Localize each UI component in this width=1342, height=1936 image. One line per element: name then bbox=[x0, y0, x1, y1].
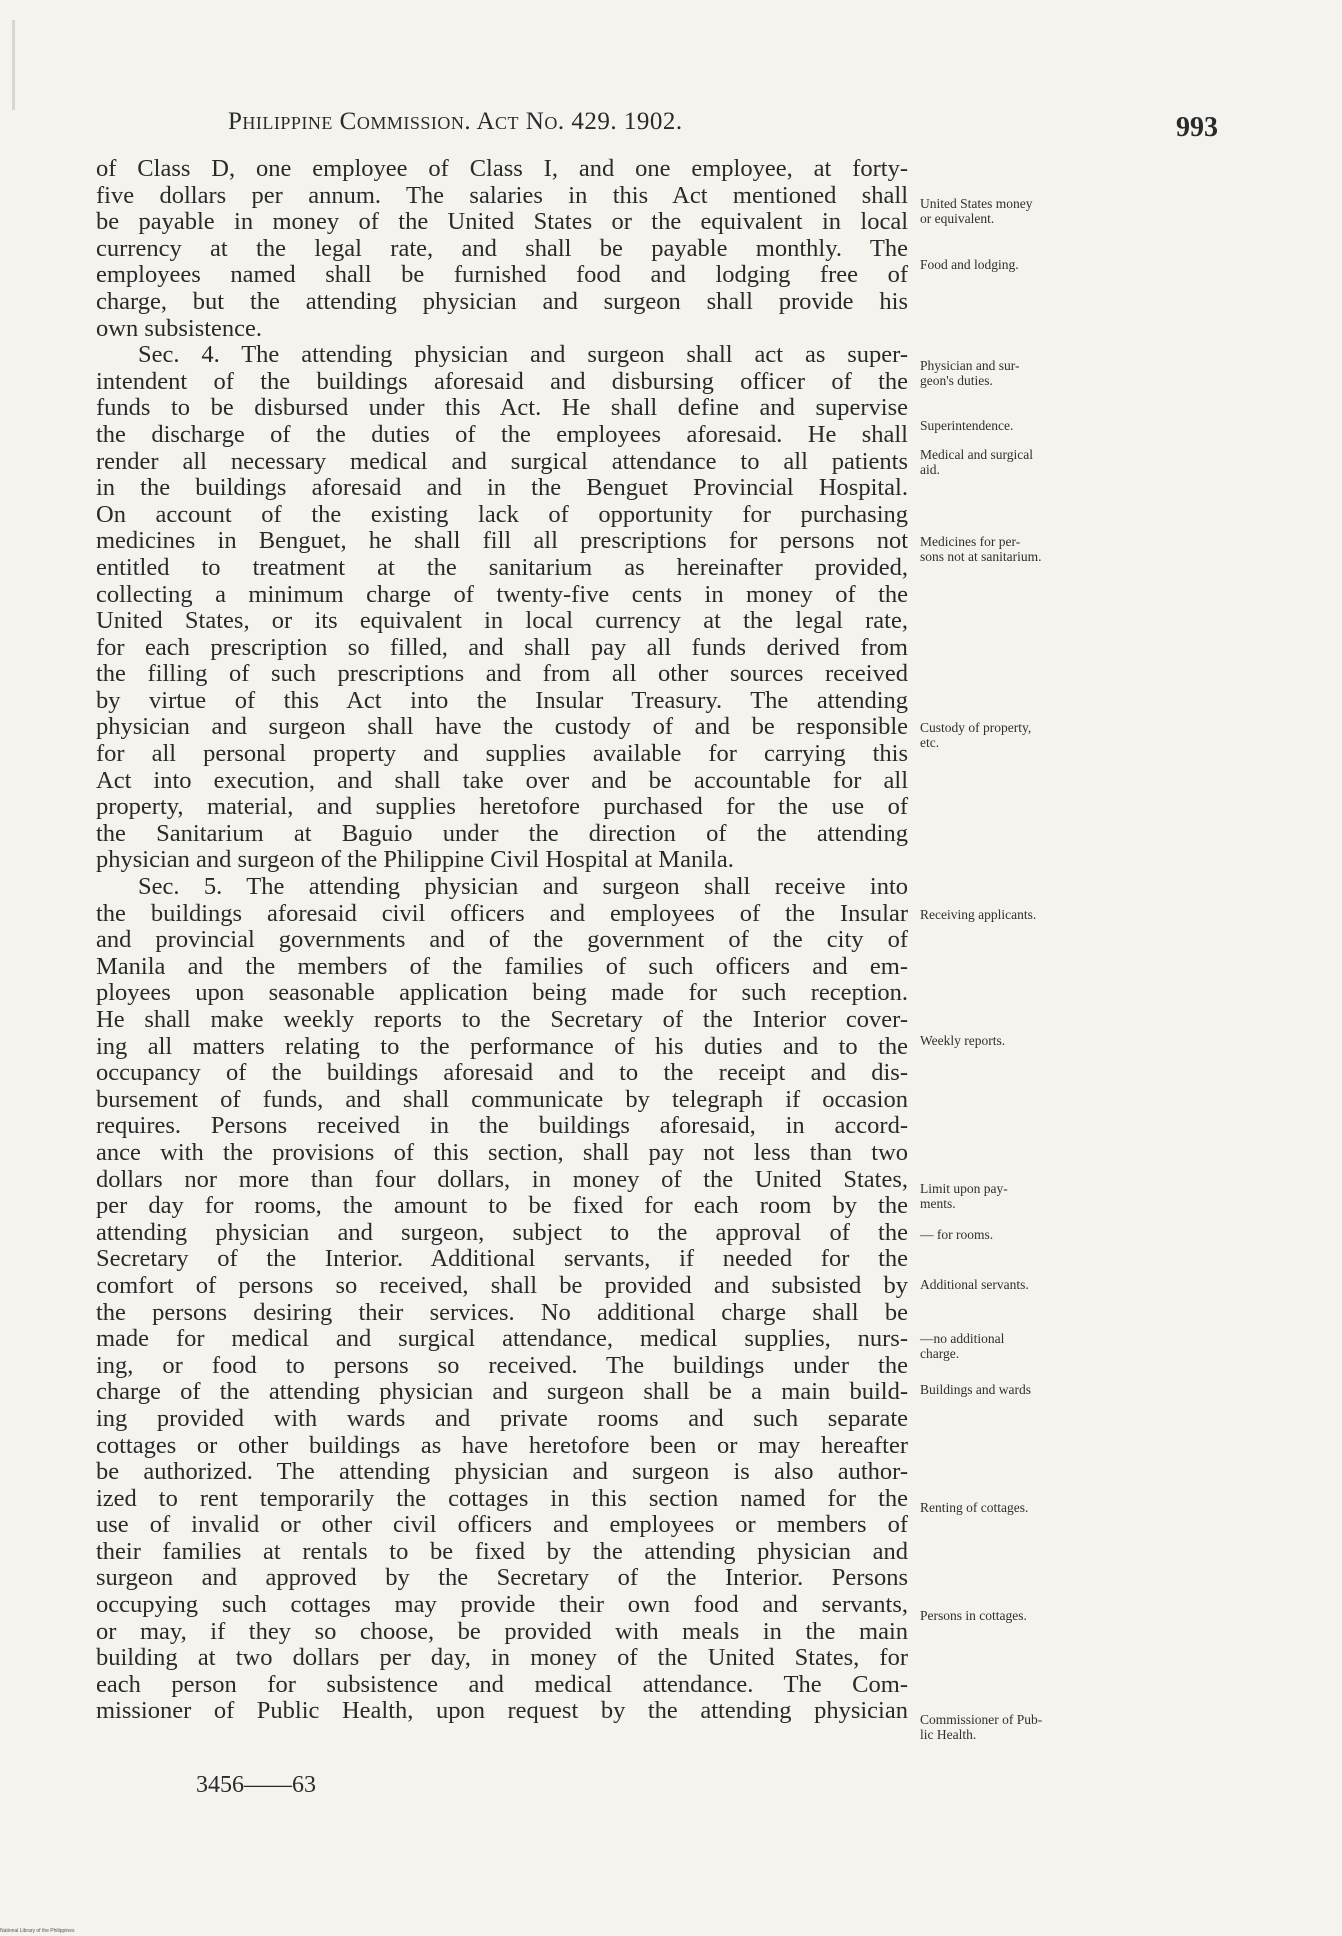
body-line: surgeon and approved by the Secretary of the Interior. Persons bbox=[96, 1564, 908, 1592]
body-line: in the buildings aforesaid and in the Benguet Provincial Hospital. bbox=[96, 474, 908, 502]
body-line: for all personal property and supplies available for carrying this bbox=[96, 740, 908, 768]
body-line: own subsistence. bbox=[96, 314, 263, 342]
body-line: the filling of such prescriptions and from all other sources received bbox=[96, 660, 908, 688]
body-line: their families at rentals to be fixed by the attending physician and bbox=[96, 1537, 908, 1565]
margin-note-applicants: Receiving applicants. bbox=[920, 907, 1037, 922]
margin-note-commissioner: Commissioner of Pub- lic Health. bbox=[920, 1712, 1043, 1742]
body-line: United States, or its equivalent in local currency at the legal rate, bbox=[96, 607, 908, 635]
body-line: requires. Persons received in the buildings aforesaid, in accord- bbox=[96, 1112, 908, 1140]
margin-note-limit-payments: Limit upon pay- ments. bbox=[920, 1181, 1008, 1211]
margin-note-weekly-reports: Weekly reports. bbox=[920, 1033, 1006, 1048]
body-line: medicines in Benguet, he shall fill all prescriptions for persons not bbox=[96, 527, 908, 555]
body-line: attending physician and surgeon, subject to the approval of the bbox=[96, 1218, 908, 1246]
body-line: On account of the existing lack of opportunity for purchasing bbox=[96, 500, 908, 528]
running-head: Philippine Commission. Act No. 429. 1902. bbox=[228, 108, 683, 135]
body-line: cottages or other buildings as have heretofore been or may hereafter bbox=[96, 1431, 908, 1459]
margin-note-persons-cottages: Persons in cottages. bbox=[920, 1608, 1027, 1623]
body-line: Act into execution, and shall take over and be accountable for all bbox=[96, 766, 908, 794]
margin-note-renting: Renting of cottages. bbox=[920, 1500, 1029, 1515]
body-line: comfort of persons so received, shall be provided and subsisted by bbox=[96, 1271, 908, 1299]
body-line: the Sanitarium at Baguio under the direction of the attending bbox=[96, 819, 908, 847]
body-line: made for medical and surgical attendance, medical supplies, nurs- bbox=[96, 1325, 908, 1353]
body-line: the discharge of the duties of the employees aforesaid. He shall bbox=[96, 420, 908, 448]
body-line: use of invalid or other civil officers and employees or members of bbox=[96, 1511, 908, 1539]
body-line: Manila and the members of the families of such officers and em- bbox=[96, 952, 908, 980]
body-line: be authorized. The attending physician and surgeon is also author- bbox=[96, 1458, 908, 1486]
body-line: and provincial governments and of the government of the city of bbox=[96, 926, 908, 954]
margin-note-rooms: — for rooms. bbox=[920, 1227, 994, 1242]
body-line: each person for subsistence and medical attendance. The Com- bbox=[96, 1670, 908, 1698]
body-line: Secretary of the Interior. Additional servants, if needed for the bbox=[96, 1245, 908, 1273]
body-line: physician and surgeon of the Philippine Civil Hospital at Manila. bbox=[96, 846, 734, 874]
body-line: by virtue of this Act into the Insular Treasury. The attending bbox=[96, 686, 908, 714]
page-number: 993 bbox=[1176, 112, 1218, 143]
margin-note-servants: Additional servants. bbox=[920, 1277, 1029, 1292]
body-line: the persons desiring their services. No additional charge shall be bbox=[96, 1298, 908, 1326]
body-line: occupancy of the buildings aforesaid and to the receipt and dis- bbox=[96, 1059, 908, 1087]
body-line: physician and surgeon shall have the custody of and be responsible bbox=[96, 713, 908, 741]
body-line: of Class D, one employee of Class I, and one employee, at forty- bbox=[96, 155, 908, 182]
margin-note-medicines: Medicines for per- sons not at sanitarium. bbox=[920, 534, 1042, 564]
body-line: the buildings aforesaid civil officers and employees of the Insular bbox=[96, 899, 908, 927]
body-line: ance with the provisions of this section, shall pay not less than two bbox=[96, 1138, 908, 1166]
body-line: render all necessary medical and surgical attendance to all patients bbox=[96, 447, 908, 475]
body-line: five dollars per annum. The salaries in this Act mentioned shall bbox=[96, 181, 908, 209]
body-line: ing provided with wards and private rooms and such separate bbox=[96, 1404, 908, 1432]
body-line: ing all matters relating to the performance of his duties and to the bbox=[96, 1032, 908, 1060]
footer-credit: National Library of the Philippines bbox=[0, 1928, 75, 1934]
margin-note-custody: Custody of property, etc. bbox=[920, 720, 1032, 750]
margin-note-money: United States money or equivalent. bbox=[920, 196, 1033, 226]
margin-note-no-charge: —no additional charge. bbox=[920, 1331, 1005, 1361]
body-line: dollars nor more than four dollars, in money of the United States, bbox=[96, 1165, 908, 1193]
margin-note-medical-aid: Medical and surgical aid. bbox=[920, 447, 1033, 477]
body-line: ployees upon seasonable application being made for such reception. bbox=[96, 979, 908, 1007]
body-line: collecting a minimum charge of twenty-five cents in money of the bbox=[96, 580, 908, 608]
body-line: currency at the legal rate, and shall be payable monthly. The bbox=[96, 234, 908, 262]
body-line: property, material, and supplies heretofore purchased for the use of bbox=[96, 793, 908, 821]
body-line: intendent of the buildings aforesaid and disbursing officer of the bbox=[96, 367, 908, 395]
body-line: bursement of funds, and shall communicate by telegraph if occasion bbox=[96, 1085, 908, 1113]
body-line: charge of the attending physician and surgeon shall be a main build- bbox=[96, 1378, 908, 1406]
body-text bbox=[96, 156, 908, 1725]
body-line: or may, if they so choose, be provided with meals in the main bbox=[96, 1617, 908, 1645]
body-line: occupying such cottages may provide their own food and servants, bbox=[96, 1591, 908, 1619]
section-5-start: Sec. 5. The attending physician and surgeon shall receive into bbox=[138, 873, 908, 901]
margin-note-food: Food and lodging. bbox=[920, 257, 1019, 272]
body-line: He shall make weekly reports to the Secretary of the Interior cover- bbox=[96, 1006, 908, 1033]
body-line: ized to rent temporarily the cottages in this section named for the bbox=[96, 1484, 908, 1512]
body-line: entitled to treatment at the sanitarium as hereinafter provided, bbox=[96, 553, 908, 581]
signature-mark: 3456——63 bbox=[196, 1772, 316, 1798]
body-line: ing, or food to persons so received. The buildings under the bbox=[96, 1351, 908, 1379]
body-line: per day for rooms, the amount to be fixed for each room by the bbox=[96, 1192, 908, 1220]
section-4-start: Sec. 4. The attending physician and surgeon shall act as super- bbox=[138, 341, 908, 369]
margin-note-superintendence: Superintendence. bbox=[920, 418, 1014, 433]
body-line: charge, but the attending physician and surgeon shall provide his bbox=[96, 287, 908, 315]
body-line: missioner of Public Health, upon request by the attending physician bbox=[96, 1697, 908, 1725]
body-line: be payable in money of the United States or the equivalent in local bbox=[96, 208, 908, 236]
margin-note-buildings: Buildings and wards bbox=[920, 1382, 1031, 1397]
body-line: funds to be disbursed under this Act. He shall define and supervise bbox=[96, 394, 908, 422]
body-line: employees named shall be furnished food and lodging free of bbox=[96, 261, 908, 289]
body-line: for each prescription so filled, and shall pay all funds derived from bbox=[96, 633, 908, 661]
scan-edge-mark bbox=[12, 20, 15, 110]
margin-note-duties: Physician and sur- geon's duties. bbox=[920, 358, 1020, 388]
body-line: building at two dollars per day, in money of the United States, for bbox=[96, 1644, 908, 1672]
